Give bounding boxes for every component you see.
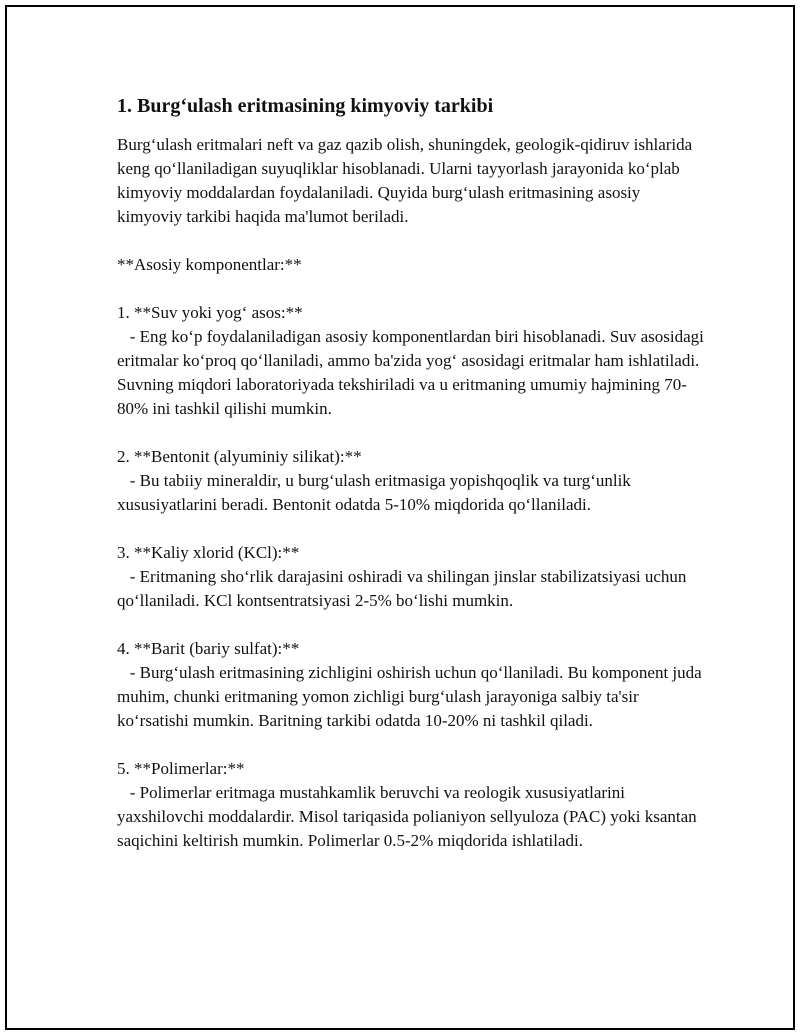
section-title: 1. Burg‘ulash eritmasining kimyoviy tarkibi: [117, 95, 494, 117]
item-1-title: 1. **Suv yoki yog‘ asos:**: [117, 303, 303, 322]
item-4-text: - Burg‘ulash eritmasining zichligini oshirish uchun qo‘llaniladi. Bu komponent juda muhim, chunki eritmaning yomon zichligi burg‘ulash jarayoniga salbiy ta'sir ko‘rsatishi mumkin. Baritning tarkibi odatda 10-20% ni tashkil qiladi.: [117, 663, 706, 730]
item-5-text: - Polimerlar eritmaga mustahkamlik beruvchi va reologik xususiyatlarini yaxshilovchi moddalardir. Misol tariqasida polianiyon sellyuloza (PAC) yoki ksantan saqichini keltirish mumkin. Polimerlar 0.5-2% miqdorida ishlatiladi.: [117, 783, 701, 850]
spacer: [117, 517, 707, 541]
item-3-title: 3. **Kaliy xlorid (KCl):**: [117, 543, 300, 562]
components-heading: **Asosiy komponentlar:**: [117, 255, 302, 274]
item-2-text: - Bu tabiiy mineraldir, u burg‘ulash eritmasiga yopishqoqlik va turg‘unlik xususiyatlarini beradi. Bentonit odatda 5-10% miqdorida qo‘llaniladi.: [117, 471, 636, 514]
spacer: [117, 733, 707, 757]
spacer: [117, 421, 707, 445]
item-3-text: - Eritmaning sho‘rlik darajasini oshiradi va shilingan jinslar stabilizatsiyasi uchun qo‘llaniladi. KCl kontsentratsiyasi 2-5% bo‘lishi mumkin.: [117, 567, 691, 610]
intro-paragraph: Burg‘ulash eritmalari neft va gaz qazib olish, shuningdek, geologik-qidiruv ishlarida keng qo‘llaniladigan suyuqliklar hisoblanadi. Ularni tayyorlash jarayonida ko‘plab kimyoviy moddalardan foydalaniladi. Quyida burg‘ulash eritmasining asosiy kimyoviy tarkibi haqida ma'lumot beriladi.: [117, 135, 697, 226]
document-content: [117, 92, 707, 853]
item-1-text: - Eng ko‘p foydalaniladigan asosiy komponentlardan biri hisoblanadi. Suv asosidagi eritmalar ko‘proq qo‘llaniladi, ammo ba'zida yog‘ asosidagi eritmalar ham ishlatiladi. Suvning miqdori laboratoriyada tekshiriladi va u eritmaning umumiy hajmining 70-80% ini tashkil qilishi mumkin.: [117, 327, 709, 418]
spacer: [117, 613, 707, 637]
item-5-title: 5. **Polimerlar:**: [117, 759, 245, 778]
spacer: [117, 229, 707, 253]
spacer: [117, 277, 707, 301]
item-2-title: 2. **Bentonit (alyuminiy silikat):**: [117, 447, 362, 466]
item-4-title: 4. **Barit (bariy sulfat):**: [117, 639, 300, 658]
